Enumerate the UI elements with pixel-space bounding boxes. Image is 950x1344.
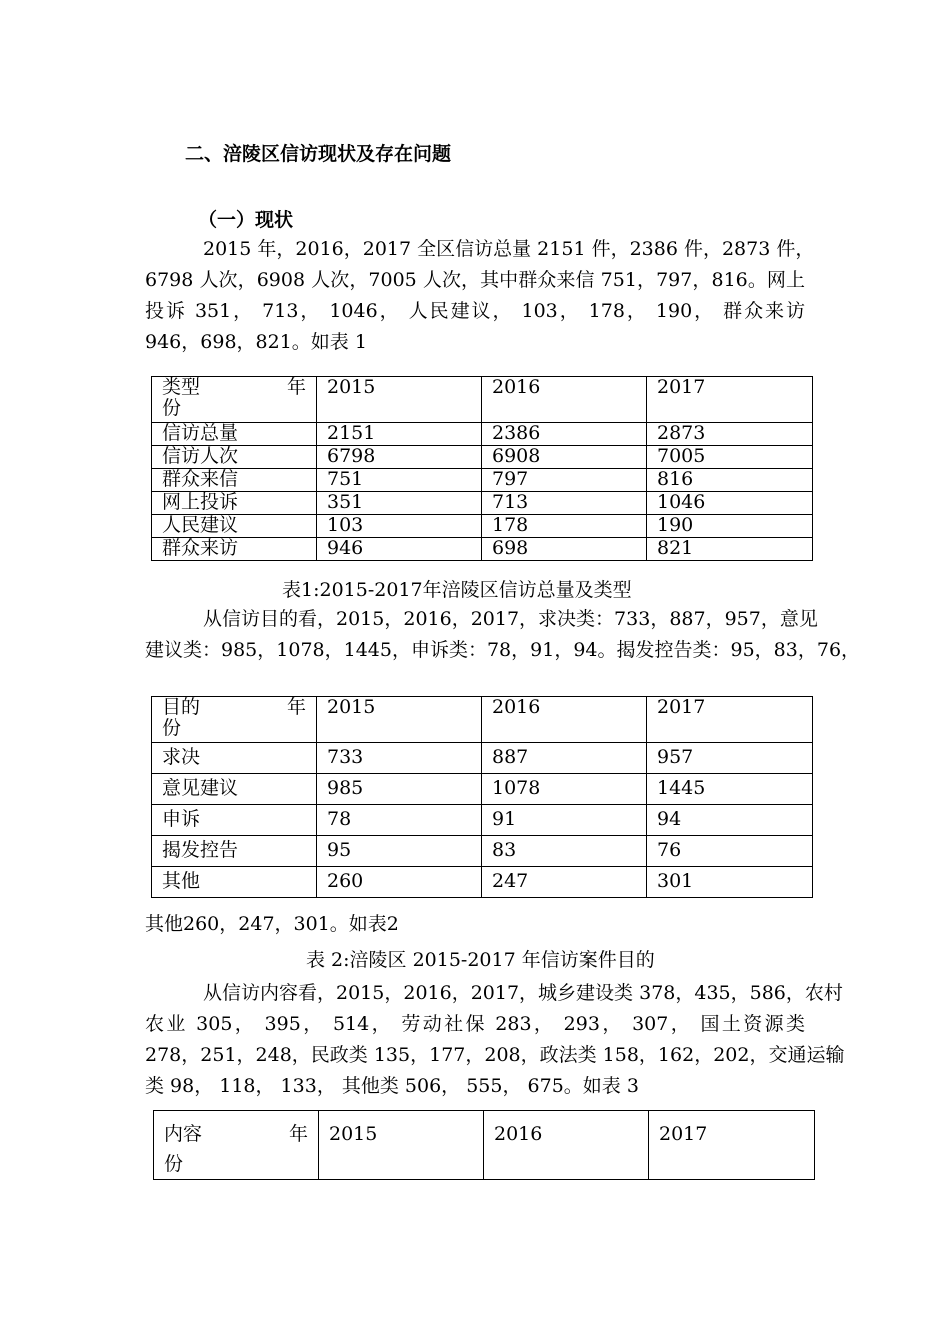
- row-label: 信访总量: [152, 423, 317, 446]
- table-cell: 946: [317, 538, 482, 561]
- table-row: [152, 867, 813, 898]
- row-label: 其他: [152, 867, 317, 898]
- header-content-label: 内容: [164, 1123, 203, 1145]
- table-row: [152, 446, 813, 469]
- header-corner-cell: [154, 1111, 319, 1180]
- paragraph-line: 类 98， 118， 133， 其他类 506， 555， 675。如表 3: [145, 1075, 639, 1097]
- paragraph-purpose: [145, 604, 861, 666]
- table-cell: 6908: [482, 446, 647, 469]
- paragraph-line: 从信访内容看，2015，2016，2017，城乡建设类 378，435，586，农村: [203, 982, 843, 1004]
- header-year-cell: 2016: [482, 377, 647, 423]
- table-row: [152, 423, 813, 446]
- table-cell: 2151: [317, 423, 482, 446]
- header-year-cell: 2015: [319, 1111, 484, 1180]
- table-cell: 713: [482, 492, 647, 515]
- header-year-suffix: 份: [162, 717, 182, 739]
- paragraph-line: 建议类：985，1078，1445，申诉类：78，91，94。揭发控告类：95，83，76，: [145, 639, 861, 661]
- table-cell: 260: [317, 867, 482, 898]
- header-year-cell: 2016: [482, 697, 647, 743]
- table-cell: 985: [317, 774, 482, 805]
- header-type-label: 类型: [162, 376, 201, 398]
- table-row: [152, 538, 813, 561]
- table-header-row: [154, 1111, 815, 1180]
- table-cell: 103: [317, 515, 482, 538]
- table-cell: 6798: [317, 446, 482, 469]
- table-row: [152, 492, 813, 515]
- table-cell: 2873: [647, 423, 813, 446]
- paragraph-line: 农业 305， 395， 514， 劳动社保 283， 293， 307， 国土资源类: [145, 1013, 805, 1035]
- paragraph-line: 投诉 351， 713， 1046， 人民建议， 103， 178， 190， 群众来访: [145, 300, 805, 322]
- table-cell: 957: [647, 743, 813, 774]
- paragraph-line: 2015 年，2016，2017 全区信访总量 2151 件，2386 件，2873 件，: [203, 238, 815, 260]
- header-year-label: 年: [286, 696, 306, 718]
- row-label: 群众来信: [152, 469, 317, 492]
- paragraph-line: 6798 人次，6908 人次，7005 人次，其中群众来信 751，797，816。网上: [145, 269, 805, 291]
- paragraph-content: [145, 978, 845, 1102]
- table-cell: 733: [317, 743, 482, 774]
- table-cell: 821: [647, 538, 813, 561]
- table-row: [152, 805, 813, 836]
- table-header-row: [152, 377, 813, 423]
- table-cell: 91: [482, 805, 647, 836]
- table-cell: 7005: [647, 446, 813, 469]
- paragraph-line: 278，251，248，民政类 135，177，208，政法类 158，162，202，交通运输: [145, 1044, 845, 1066]
- section-title: 二、涪陵区信访现状及存在问题: [185, 143, 452, 165]
- paragraph-other: [145, 909, 805, 940]
- table-case-purpose: [151, 696, 813, 898]
- table-cell: 797: [482, 469, 647, 492]
- table-volume-by-type: [151, 376, 813, 561]
- table-cell: 247: [482, 867, 647, 898]
- table-cell: 351: [317, 492, 482, 515]
- table-cell: 190: [647, 515, 813, 538]
- table-cell: 1078: [482, 774, 647, 805]
- table-cell: 887: [482, 743, 647, 774]
- row-label: 求决: [152, 743, 317, 774]
- table-cell: 1445: [647, 774, 813, 805]
- subsection-title: （一）现状: [198, 209, 294, 231]
- header-year-cell: 2015: [317, 697, 482, 743]
- header-year-cell: 2017: [647, 377, 813, 423]
- table-header-row: [152, 697, 813, 743]
- table-cell: 94: [647, 805, 813, 836]
- paragraph-line: 其他260，247，301。如表2: [145, 913, 399, 935]
- header-year-cell: 2016: [484, 1111, 649, 1180]
- row-label: 网上投诉: [152, 492, 317, 515]
- header-year-cell: 2017: [649, 1111, 815, 1180]
- row-label: 意见建议: [152, 774, 317, 805]
- table-cell: 76: [647, 836, 813, 867]
- table-cell: 301: [647, 867, 813, 898]
- table-cell: 78: [317, 805, 482, 836]
- paragraph-line: 从信访目的看，2015，2016，2017，求决类：733，887，957，意见: [203, 608, 818, 630]
- table-cell: 2386: [482, 423, 647, 446]
- table-row: [152, 469, 813, 492]
- table-row: [152, 743, 813, 774]
- paragraph-line: 946，698，821。如表 1: [145, 331, 367, 353]
- header-year-label: 年: [288, 1123, 308, 1145]
- row-label: 申诉: [152, 805, 317, 836]
- table1-caption: 表1:2015-2017年涪陵区信访总量及类型: [282, 579, 632, 601]
- header-year-cell: 2015: [317, 377, 482, 423]
- table-row: [152, 774, 813, 805]
- header-year-suffix: 份: [162, 397, 182, 419]
- row-label: 揭发控告: [152, 836, 317, 867]
- paragraph-totals: [145, 234, 815, 358]
- header-year-label: 年: [286, 376, 306, 398]
- table-row: [152, 515, 813, 538]
- header-year-cell: 2017: [647, 697, 813, 743]
- table-cell: 751: [317, 469, 482, 492]
- table-case-content: [153, 1110, 815, 1180]
- header-purpose-label: 目的: [162, 696, 201, 718]
- table-row: [152, 836, 813, 867]
- table-cell: 95: [317, 836, 482, 867]
- row-label: 群众来访: [152, 538, 317, 561]
- header-corner-cell: [152, 697, 317, 743]
- table-cell: 83: [482, 836, 647, 867]
- row-label: 人民建议: [152, 515, 317, 538]
- table2-caption: 表 2:涪陵区 2015-2017 年信访案件目的: [306, 949, 655, 971]
- header-year-suffix: 份: [164, 1153, 184, 1175]
- header-corner-cell: [152, 377, 317, 423]
- row-label: 信访人次: [152, 446, 317, 469]
- table-cell: 178: [482, 515, 647, 538]
- table-cell: 1046: [647, 492, 813, 515]
- table-cell: 698: [482, 538, 647, 561]
- table-cell: 816: [647, 469, 813, 492]
